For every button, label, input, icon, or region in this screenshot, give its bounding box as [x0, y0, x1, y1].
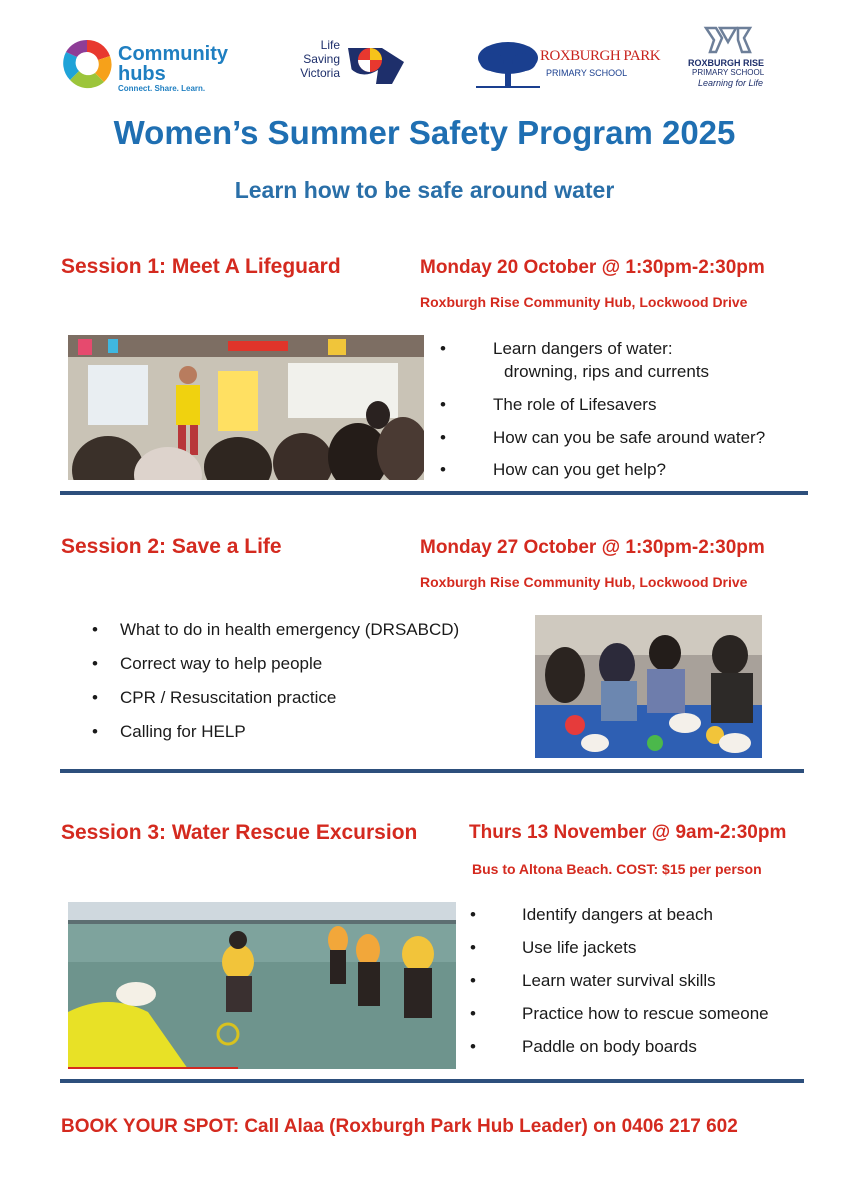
- list-item: [92, 620, 459, 654]
- session-1-title: Session 1: Meet A Lifeguard: [61, 255, 341, 278]
- community-hubs-word1: Community: [118, 43, 228, 65]
- life-saving-victoria-logo: [296, 36, 408, 92]
- booking-call-to-action: BOOK YOUR SPOT: Call Alaa (Roxburgh Park Hub Leader) on 0406 217 602: [61, 1116, 738, 1137]
- session-3-title: Session 3: Water Rescue Excursion: [61, 821, 418, 844]
- bullet-icon: •: [470, 1037, 476, 1056]
- community-hubs-logo: [60, 36, 235, 96]
- session-1-topic-2: The role of Lifesavers: [493, 395, 657, 414]
- list-item: [470, 938, 769, 971]
- list-item: [92, 654, 459, 688]
- list-item: [92, 722, 459, 752]
- bullet-icon: •: [92, 654, 98, 673]
- session-2-topic-3: CPR / Resuscitation practice: [120, 688, 337, 707]
- list-item: [440, 460, 765, 486]
- session-1-topic-1: Learn dangers of water:: [493, 339, 673, 358]
- bullet-icon: •: [440, 339, 446, 358]
- list-item: [470, 905, 769, 938]
- roxburgh-rise-logo: [684, 24, 774, 92]
- life-saving-line2: Saving: [303, 52, 340, 66]
- section-divider-1: [60, 491, 808, 495]
- session-3-date: Thurs 13 November @ 9am-2:30pm: [469, 822, 787, 843]
- list-item: [440, 428, 765, 460]
- bullet-icon: •: [470, 971, 476, 990]
- roxburgh-park-name: ROXBURGH PARK: [540, 48, 661, 64]
- session-3-topic-5: Paddle on body boards: [522, 1037, 697, 1056]
- session-1-topic-list: [440, 339, 765, 486]
- session-1-photo-lifeguard-classroom: [68, 335, 424, 480]
- page-title: Women’s Summer Safety Program 2025: [113, 114, 736, 151]
- bullet-icon: •: [470, 1004, 476, 1023]
- bullet-icon: •: [440, 395, 446, 414]
- session-2-photo-cpr-practice: [535, 615, 762, 758]
- life-saving-emblem-icon: [342, 40, 406, 88]
- session-3-photo-water-rescue: [68, 902, 456, 1069]
- session-2-topic-1: What to do in health emergency (DRSABCD): [120, 620, 460, 639]
- roxburgh-park-school: PRIMARY SCHOOL: [546, 68, 628, 78]
- session-1-topic-3: How can you be safe around water?: [493, 428, 766, 447]
- session-2-topic-2: Correct way to help people: [120, 654, 323, 673]
- bullet-icon: •: [92, 722, 98, 741]
- list-item: [440, 339, 765, 362]
- session-3-topic-1: Identify dangers at beach: [522, 905, 713, 924]
- roxburgh-rise-name: ROXBURGH RISE: [688, 58, 765, 68]
- session-2-title: Session 2: Save a Life: [61, 535, 282, 558]
- roxburgh-rise-school: PRIMARY SCHOOL: [692, 68, 765, 77]
- tree-icon: [476, 38, 540, 90]
- bullet-icon: •: [92, 620, 98, 639]
- list-item: [440, 362, 765, 395]
- list-item: [92, 688, 459, 722]
- community-hubs-swirl-icon: [60, 36, 114, 92]
- bullet-icon: •: [92, 688, 98, 707]
- roxburgh-park-logo: [476, 38, 661, 92]
- session-2-date: Monday 27 October @ 1:30pm-2:30pm: [420, 537, 765, 558]
- session-2-topic-4: Calling for HELP: [120, 722, 246, 741]
- session-2-topic-list: [92, 620, 459, 752]
- section-divider-3: [60, 1079, 804, 1083]
- bullet-icon: •: [440, 428, 446, 447]
- list-item: [470, 1004, 769, 1037]
- session-1-topic-4: How can you get help?: [493, 460, 666, 479]
- session-1-location: Roxburgh Rise Community Hub, Lockwood Drive: [420, 294, 748, 310]
- section-divider-2: [60, 769, 804, 773]
- page-subtitle: Learn how to be safe around water: [234, 177, 615, 203]
- session-3-details: Bus to Altona Beach. COST: $15 per person: [472, 861, 762, 877]
- bullet-icon: •: [440, 460, 446, 479]
- session-3-topic-4: Practice how to rescue someone: [522, 1004, 769, 1023]
- bullet-icon: •: [470, 938, 476, 957]
- roxburgh-rise-motto: Learning for Life: [698, 78, 764, 88]
- life-saving-line1: Life: [320, 38, 340, 52]
- session-3-topic-list: [470, 905, 769, 1067]
- community-hubs-tagline: Connect. Share. Learn.: [118, 84, 206, 93]
- life-saving-line3: Victoria: [300, 66, 340, 80]
- list-item: [440, 395, 765, 428]
- roxburgh-rise-emblem-icon: [698, 24, 758, 56]
- session-1-date: Monday 20 October @ 1:30pm-2:30pm: [420, 257, 765, 278]
- session-3-topic-3: Learn water survival skills: [522, 971, 716, 990]
- session-2-location: Roxburgh Rise Community Hub, Lockwood Drive: [420, 574, 748, 590]
- session-3-topic-2: Use life jackets: [522, 938, 637, 957]
- community-hubs-word2: hubs: [118, 63, 166, 85]
- list-item: [470, 1037, 769, 1067]
- session-1-topic-1b: drowning, rips and currents: [504, 362, 710, 381]
- bullet-icon: •: [470, 905, 476, 924]
- list-item: [470, 971, 769, 1004]
